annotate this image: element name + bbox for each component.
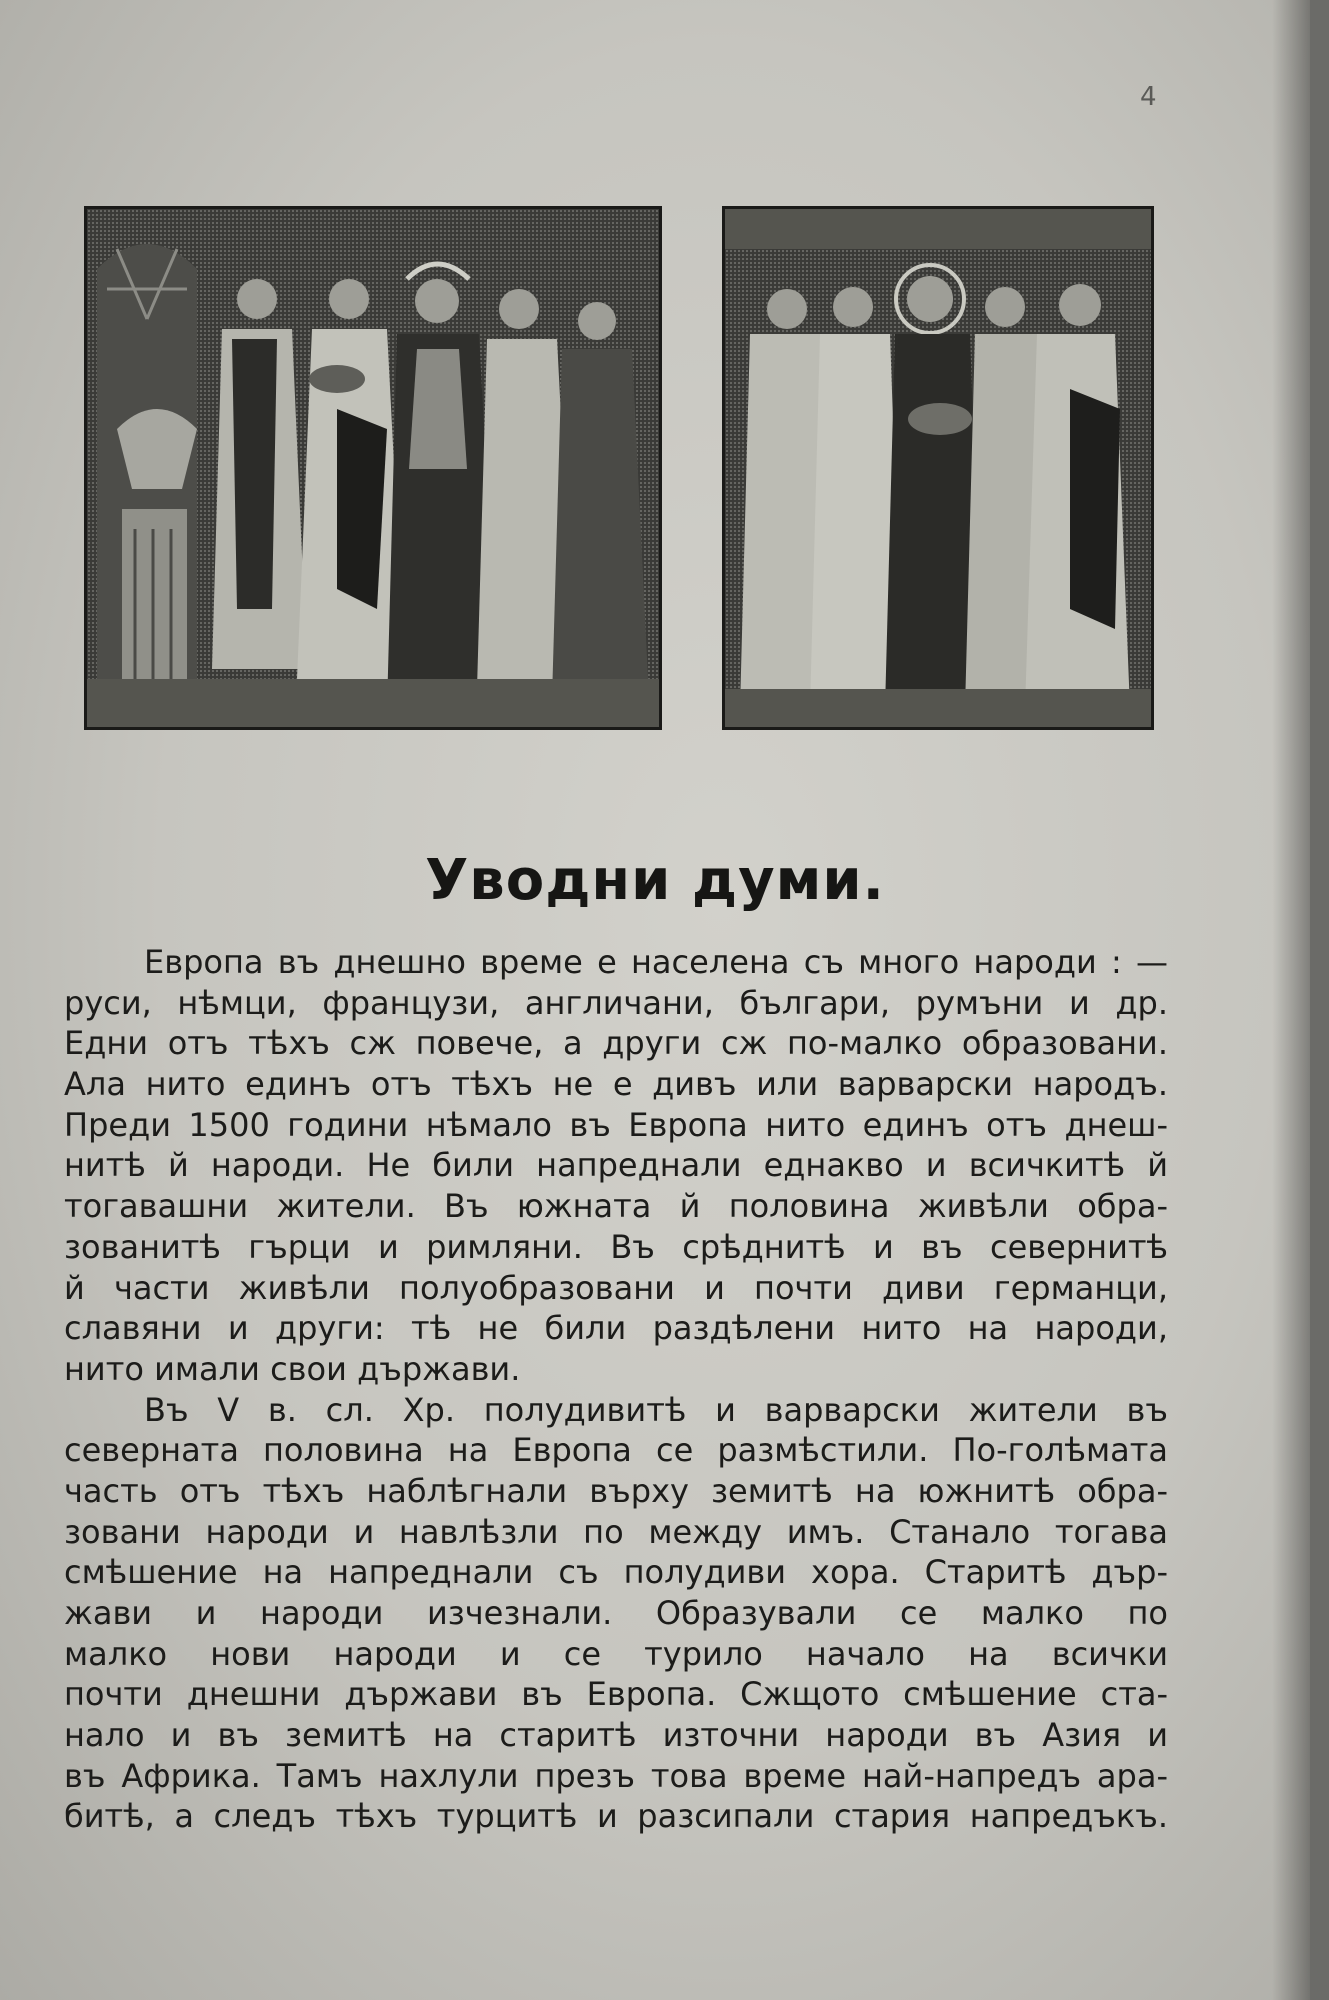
text-line: часть отъ тѣхъ наблѣгнали върху земитѣ на южнитѣ обра- <box>64 1471 1168 1510</box>
text-line: въ Африка. Тамъ нахлули презъ това време най-напредъ ара- <box>64 1756 1168 1795</box>
paragraph-2 <box>64 1390 1168 1838</box>
text-line: зовани народи и навлѣзли по между имъ. Станало тогава <box>64 1512 1168 1551</box>
text-line: битѣ, а следъ тѣхъ турцитѣ и разсипали стария напредъкъ. <box>64 1797 1168 1836</box>
paragraph-1 <box>64 942 1168 1390</box>
mosaic-illustration-left <box>84 206 662 730</box>
text-line: Едни отъ тѣхъ сж повече, а други сж по-малко образовани. <box>64 1024 1168 1063</box>
text-line: зованитѣ гърци и римляни. Въ срѣднитѣ и въ севернитѣ <box>64 1227 1168 1266</box>
text-line: руси, нѣмци, французи, англичани, българи, румъни и др. <box>64 983 1168 1022</box>
text-line: Ала нито единъ отъ тѣхъ не е дивъ или варварски народъ. <box>64 1065 1168 1104</box>
text-line: тогавашни жители. Въ южната й половина живѣли обра- <box>64 1187 1168 1226</box>
section-heading: Уводни думи. <box>425 848 885 913</box>
text-line: нало и въ земитѣ на старитѣ източни народи въ Азия и <box>64 1716 1168 1755</box>
gutter-shadow <box>1272 0 1310 2000</box>
page-number: 4 <box>1140 82 1157 112</box>
text-line: северната половина на Европа се размѣстили. По-голѣмата <box>64 1431 1168 1470</box>
text-line: славяни и други: тѣ не били раздѣлени нито на народи, <box>64 1309 1168 1348</box>
text-line: Въ V в. сл. Хр. полудивитѣ и варварски жители въ <box>144 1390 1168 1429</box>
text-line: смѣшение на напреднали съ полудиви хора. Старитѣ дър- <box>64 1553 1168 1592</box>
text-line: нито имали свои държави. <box>64 1349 521 1388</box>
text-line: Европа въ днешно време е населена съ много народи : — <box>144 943 1168 981</box>
mosaic-emperor-retinue-image <box>725 209 1151 727</box>
mosaic-empress-retinue-image <box>87 209 659 727</box>
text-line: й части живѣли полуобразовани и почти диви германци, <box>64 1268 1168 1307</box>
text-line: почти днешни държави въ Европа. Сжщото смѣшение ста- <box>64 1675 1168 1714</box>
text-line: малко нови народи и се турило начало на всички <box>64 1634 1168 1673</box>
mosaic-illustration-right <box>722 206 1154 730</box>
text-line: нитѣ й народи. Не били напреднали еднакво и всичкитѣ й <box>64 1146 1168 1185</box>
text-line: жави и народи изчезнали. Образували се малко по <box>64 1594 1168 1632</box>
body-text <box>64 942 1168 1837</box>
text-line: Преди 1500 години нѣмало въ Европа нито единъ отъ днеш- <box>64 1105 1168 1144</box>
